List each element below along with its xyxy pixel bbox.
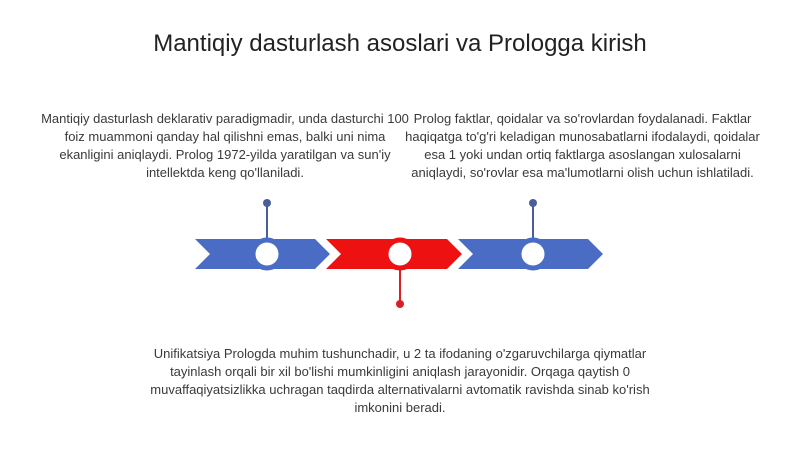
connector-dot-1	[263, 199, 271, 207]
timeline-marker-1	[253, 240, 281, 268]
paragraph-prolog-facts: Prolog faktlar, qoidalar va so'rovlardan foydalanadi. Faktlar haqiqatga to'g'ri keladigan munosabatlarni ifodalaydi, qoidalar esa 1 yoki undan ortiq faktlarga asoslangan xulosalarni aniqlaydi, so'rovlar esa ma'lumotlarni olish uchun ishlatiladi.	[405, 111, 760, 180]
timeline-marker-3	[519, 240, 547, 268]
connector-dot-2	[396, 300, 404, 308]
slide-title: Mantiqiy dasturlash asoslari va Prologga kirish	[153, 30, 647, 57]
connector-dot-3	[529, 199, 537, 207]
timeline-marker-2	[386, 240, 414, 268]
paragraph-unification: Unifikatsiya Prologda muhim tushunchadir, u 2 ta ifodaning o'zgaruvchilarga qiymatlar tayinlash orqali bir xil bo'lishi mumkinligini aniqlash jarayonidir. Orqaga qaytish 0 muvaffaqiyatsizlikka uchragan taqdirda alternativalarni avtomatik ravishda sinab ko'rish imkonini beradi.	[150, 346, 650, 415]
paragraph-logic-programming: Mantiqiy dasturlash deklarativ paradigmadir, unda dasturchi 100 foiz muammoni qanday hal qilishni emas, balki uni nima ekanligini aniqlaydi. Prolog 1972-yilda yaratilgan va sun'iy intellektda keng qo'llaniladi.	[41, 111, 409, 180]
